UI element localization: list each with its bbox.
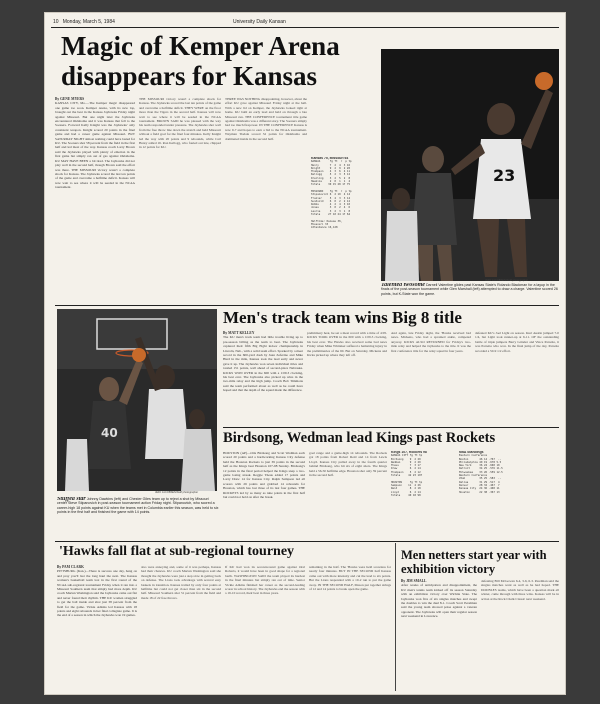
birdsong-body: HOUSTON (AP)—Otis Birdsong and Scott Wedman each scored 20 points and a hardworking Kansas City defense held the Houston Rockets to just 39 points in the second half as the Kings beat Houston 107-98 Sunday. Birdsong's 12 points in the final period helped the Kings snap a two-game losing streak. Reggie Theus added 17 points and Larry Drew 14 for Kansas City. Ralph Sampson led all scorers with 26 points and grabbed 14 rebounds for Houston, which has lost three of its last four games. THE ROCKETS led by as many as nine points in the first half but could not hold on after the break. [223,451,305,500]
birdsong-filler-text: goal range and a game-high 14 rebounds. The Rockets got 18 points from Robert Reid and 14 from Lewis Lloyd. Kansas City pulled away in the fourth quarter behind Birdsong, who hit six of eight shots. The Kings held a 56-50 halftime edge. Houston shot only 39 percent in the second half. [309,451,387,478]
page-folio [53,19,286,25]
stuffed-caption-title: Stuffed star [57,497,86,502]
hawks-story-col2 [141,565,221,691]
track-filler-text: preliminary heat, he set a meet record with a time of 4:05. KICKS TOOK OVER in the 600 with a 1:09.3 clocking, his best ever. The Hawks also received some bad news Friday when Mike Whitaker suffered a hamstring injury in the preliminaries of the 60. But on Saturday, Mickens and Kicks picked up where they left off. [307,331,387,358]
talented-caption-title: Talented twosome [381,283,425,288]
kings-box-title: Kings 107, Rockets 98 [391,451,427,454]
netters-headline: Men netters start year with exhibition victory [401,548,547,576]
hawks-story-col4 [309,565,391,691]
hawks-filler-text: also were annoying and, some of it was perhaps, Kansas had their chances. KU coach Marian Washington said she thought the Jayhawks were just a step slow in getting back on defense. The Lions took advantage with several easy baskets in transition. Kansas trailed by only four points at halftime but could not get closer than six in the second half. Missouri Southern shot 51 percent from the field and made 18 of 22 free throws. [141,565,221,600]
netters-divider [395,543,396,691]
stuffed-photo-credit: JEFF JACOBSEN/Staff photographer [155,491,199,494]
track-filler-text: And again, late Friday night, the 'Hawks received bad news. Mickens, who had a sprained ankle, competed anyway. KICKS ALSO RETURNED for Friday's two-mile relay and helped the Jayhawks to the title. It was the first conference title for the relay squad in four years. [391,331,471,353]
kemper-filler-text: THE MISSOURI victory wasn't a complete shock for Kansas. The Jayhawks scored the last ten points of the game and overcame a halftime deficit. THEY WERE on the floor more than the Tigers in the second half. Kansas will now wait to see where it will be seeded in the NCAA tournament. BROWN SAID he was pleased with the way his team responded under pressure. The Jayhawks shot well from the free throw line down the stretch and held Missouri without a field goal for the final four minutes. Kelly Knight led the way with 20 points and 9 rebounds, while Carl Henry added 16. Ron Kellogg, who fouled out late, chipped in 12 points for KU. [139,97,221,150]
kemper-story-col2 [139,97,221,302]
nba-standings: NBA Standings Eastern Conference Boston 46 14 .767 -- Philadelphia 40 19 .678 5.5 New York 36 24 .600 10 Detroit 34 25 .576 11.5 Milwaukee 33 26 .559 12.5 Western Conference Utah 35 25 .583 -- Dallas 31 29 .517 4 Denver 28 32 .467 7 Kansas City 24 36 .400 11 Houston 22 38 .367 13 [459,451,503,494]
hawks-filler-text: If KU had won its second-round game against Oral Roberts, it would have been in good shape for a regional berth. WASHINGTON SAID the team played its hardest in the final minutes but simply ran out of time. Senior Vickie Adkins finished her career as the second-leading scorer in school history. The Jayhawks end the season with a 19-10 record, their best in three years. [225,565,305,596]
hawks-body: PITTSBURG (Kan.)—There is success one day, hang on and pray you'll last the long haul the next. The Kansas women's basketball team lost in the first round of the NCAA sub-regional tournament Friday when it ran into a Missouri Southern team that simply had more depth. KU coach Marian Washington said the Jayhawks came out flat and never found their rhythm. THE KU women struggled to get the ball inside and shot just 38 percent from the field for the game. Vickie Adkins led Kansas with 18 points and eight rebounds in her final collegiate game. It is the end of a season in which the Jayhawks won 19 games. [57,569,137,618]
hawks-headline: 'Hawks fall flat at sub-regional tourney [59,544,295,559]
basketball-players-illustration [381,49,559,281]
photo-stuffed-star [57,309,217,491]
talented-photo-credit: JEFF JACOBSEN/Staff photographer [485,279,529,282]
netters-story-col1 [401,579,477,691]
kemper-story-col3 [225,97,307,302]
kemper-headline-line1: Magic of Kemper Arena [61,31,340,61]
hawks-byline: By PAM CLARK [57,565,84,569]
talented-caption-text: Darnell Valentine glides past Kansas State's Rolando Blackman for a layup in the finals of the post-season tournament while Glen Marshall (left) attempted to draw a charge. Valentine scored 26 points, but K-State won the game. [381,283,558,296]
standings-east-label: Eastern Conference [459,454,488,458]
hawks-story-col1 [57,565,137,691]
photo-talented-twosome [381,49,559,281]
track-story-col4 [475,331,559,425]
folio-paper-name: University Daily Kansan [233,19,286,25]
kemper-box-score: Kansas 75, Missouri 64 KANSAS fg ft r p tp Henry 7 2 4 3 16 Knight 9 2 9 2 20 Thompson 4 3 6 4 11 Kellogg 5 2 3 5 12 Dreiling 3 2 5 2 8 Hawkins 2 0 1 1 4 Totals 30 15 28 17 75 MISSOURI fg ft r p tp Stipanovich 6 2 10 4 14 Frazier 5 4 3 3 14 Sundvold 6 0 2 2 12 Dobbs 4 2 4 3 10 Jones 3 0 2 4 6 Laurie 3 2 3 1 8 Totals 27 10 24 17 64 Halftime: Kansas 36, Missouri 33 Attendance 16,128 [311,157,352,230]
track-story-col2 [307,331,387,425]
newspaper-page [44,12,566,695]
birdsong-headline: Birdsong, Wedman lead Kings past Rockets [223,430,496,446]
birdsong-story-col2 [309,451,387,539]
stuffed-caption-text: Johnny Dawkins (left) and Chester Giles team up to reject a shot by Missouri center Steve Stipanovich in post-season tournament action Friday night. Stipanovich, who scored a career-high 18 points against KU when the teams met in Columbia earlier this season, was held to six points in the first half and finished the game with 14 points. [57,497,219,515]
track-bottom-rule [223,427,559,428]
track-headline: Men's track team wins Big 8 title [223,308,462,327]
netters-filler-text: defeating Bill McGowan 6-4, 3-6, 6-3. Perelman said the singles matches went as well as he had hoped. THE DOUBLES teams, which have been a question mark all winter, came through with three wins. Kansas will be in action at the Rock Chalk Classic next weekend. [481,579,559,601]
lower-rule [55,541,559,542]
track-story-col3 [391,331,471,425]
track-body: The KU men's track team had little trouble living up to pre-season billing as the team to beat. The Jayhawks captured their fifth Big Eight indoor championship in Lincoln, Neb., with a solid team effort. Sparked by a meet record in the 600-yard dash by Juan Zeferino and Mike Hurd in the mile, Kansas took the lead early and never gave it up. The Jayhawks won seven individual titles and totaled 151 points, well ahead of second-place Nebraska. KICKS WON OVER in the 600 with a 1:09.3 clocking, his best ever. The Jayhawks also picked up wins in the two-mile relay and the high jump. Coach Bob Timmons said the team performed about as well as he could have hoped and that the depth of the squad made the difference. [223,335,303,393]
netters-byline: By JIM SMALL [401,579,427,583]
basketball-block-illustration [57,309,217,491]
hawks-story-col3 [225,565,305,691]
folio-page-number: 10 [53,19,59,25]
kemper-byline: By GENE MYERS [55,97,85,101]
track-filler-text: defeated KU's Joel Light on season. Kurt Austin jumped 7-0 1/4, but Light took runner-up at 6-11. OF the outstanding battle of triple jumpers Barry Grinder and Vince Parrette, it was Parrette who won. In the final jump of the day, Parrette recorded a 50-9 1/2 effort. [475,331,559,353]
hawks-filler-text: remaining in the half. The 'Hawks were held scoreless for nearly four minutes. BUT IN THE SECOND half Kansas came out with more intensity and cut the lead to six points. But the Lions responded with a 10-2 run to put the game away. IN THE SECOND HALF, Mason put together strings of 12 and 14 points to break open the game. [309,565,391,592]
standings-title: NBA Standings [459,451,484,454]
kemper-box-title: Kansas 75, Missouri 64 [311,157,349,160]
folio-date: Monday, March 5, 1984 [62,19,115,25]
standings-west-label: Western Conference [459,474,488,478]
kings-box-score: Kings 107, Rockets 98 KANSAS CITY fg ft tp Birdsong 9 2 20 Wedman 9 2 20 Theus 7 3 17 Drew 6 2 14 Thompson 5 2 12 Totals 42 23 107 HOUSTON fg ft tp Sampson 11 4 26 Reid 8 2 18 Lloyd 6 2 14 Totals 40 18 98 [391,451,427,497]
birdsong-story-col1 [223,451,305,539]
track-story-col1 [223,331,303,425]
mid-rule [55,305,559,306]
netters-body: After weeks of anticipation and disappointment, the KU men's tennis team kicked off its season Saturday with an exhibition victory over Wichita State. The Jayhawks won five of six singles matches and swept the doubles to win the dual 8-1. Coach Scott Perelman said the young team showed poise against a veteran opponent. The Jayhawks will open their regular season next weekend in Lawrence. [401,583,477,619]
kemper-filler-text: THREE WAS NOTHING disappointing, however, about the effort KU gave against Missouri Friday night at the hall. With a new lid on Kemper, the Jayhawks looked right at home. KU built an early lead and held on through a late Missouri run. THE CONFERENCE tournament title game against Oklahoma was a different story. The Sooners simply had too much firepower. IN THE CONFERENCE Kansas is now 9-7 and hopes to earn a bid to the NCAA tournament. Wayman Tisdale scored 32 points for Oklahoma and dominated inside in the second half. [225,97,307,141]
svg-text:23: 23 [493,166,516,185]
stuffed-caption-block [57,497,219,537]
kemper-headline-line2: disappears for Kansas [61,61,318,91]
kemper-body: KANSAS CITY, Mo.—The Kemper magic disappeared one game too soon. Kemper Arena, with its new lop, brought out the best in the Kansas Jayhawks Friday night against Missouri. But one night later the Jayhawks encountered Oklahoma and it was Kansas that fell to the Sooners. Forward Kelly Knight was the Jayhawks' only consistent weapon. Knight scored 20 points in the final game and had a career game against Missouri. BUT SATURDAY NIGHT almost nothing could have lasted for KU. The Sooners shot 58 percent from the field in the first half and led most of the way. Kansas coach Larry Brown said the Jayhawks played with plenty of emotion in the first game but simply ran out of gas against Oklahoma. KU MAY HAVE BEEN a bit tired. The Jayhawks did not play well in the second half, though Brown said the effort was there. THE MISSOURI victory wasn't a complete shock for Kansas. The Jayhawks scored the last ten points of the game and overcame a halftime deficit. Kansas will now wait to see where it will be seeded in the NCAA tournament. [55,101,135,190]
top-rule [51,27,559,28]
kemper-story-col1 [55,97,135,302]
netters-story-col2 [481,579,559,691]
track-byline: By MATT KELLEY [223,331,255,335]
svg-text:40: 40 [101,426,118,440]
